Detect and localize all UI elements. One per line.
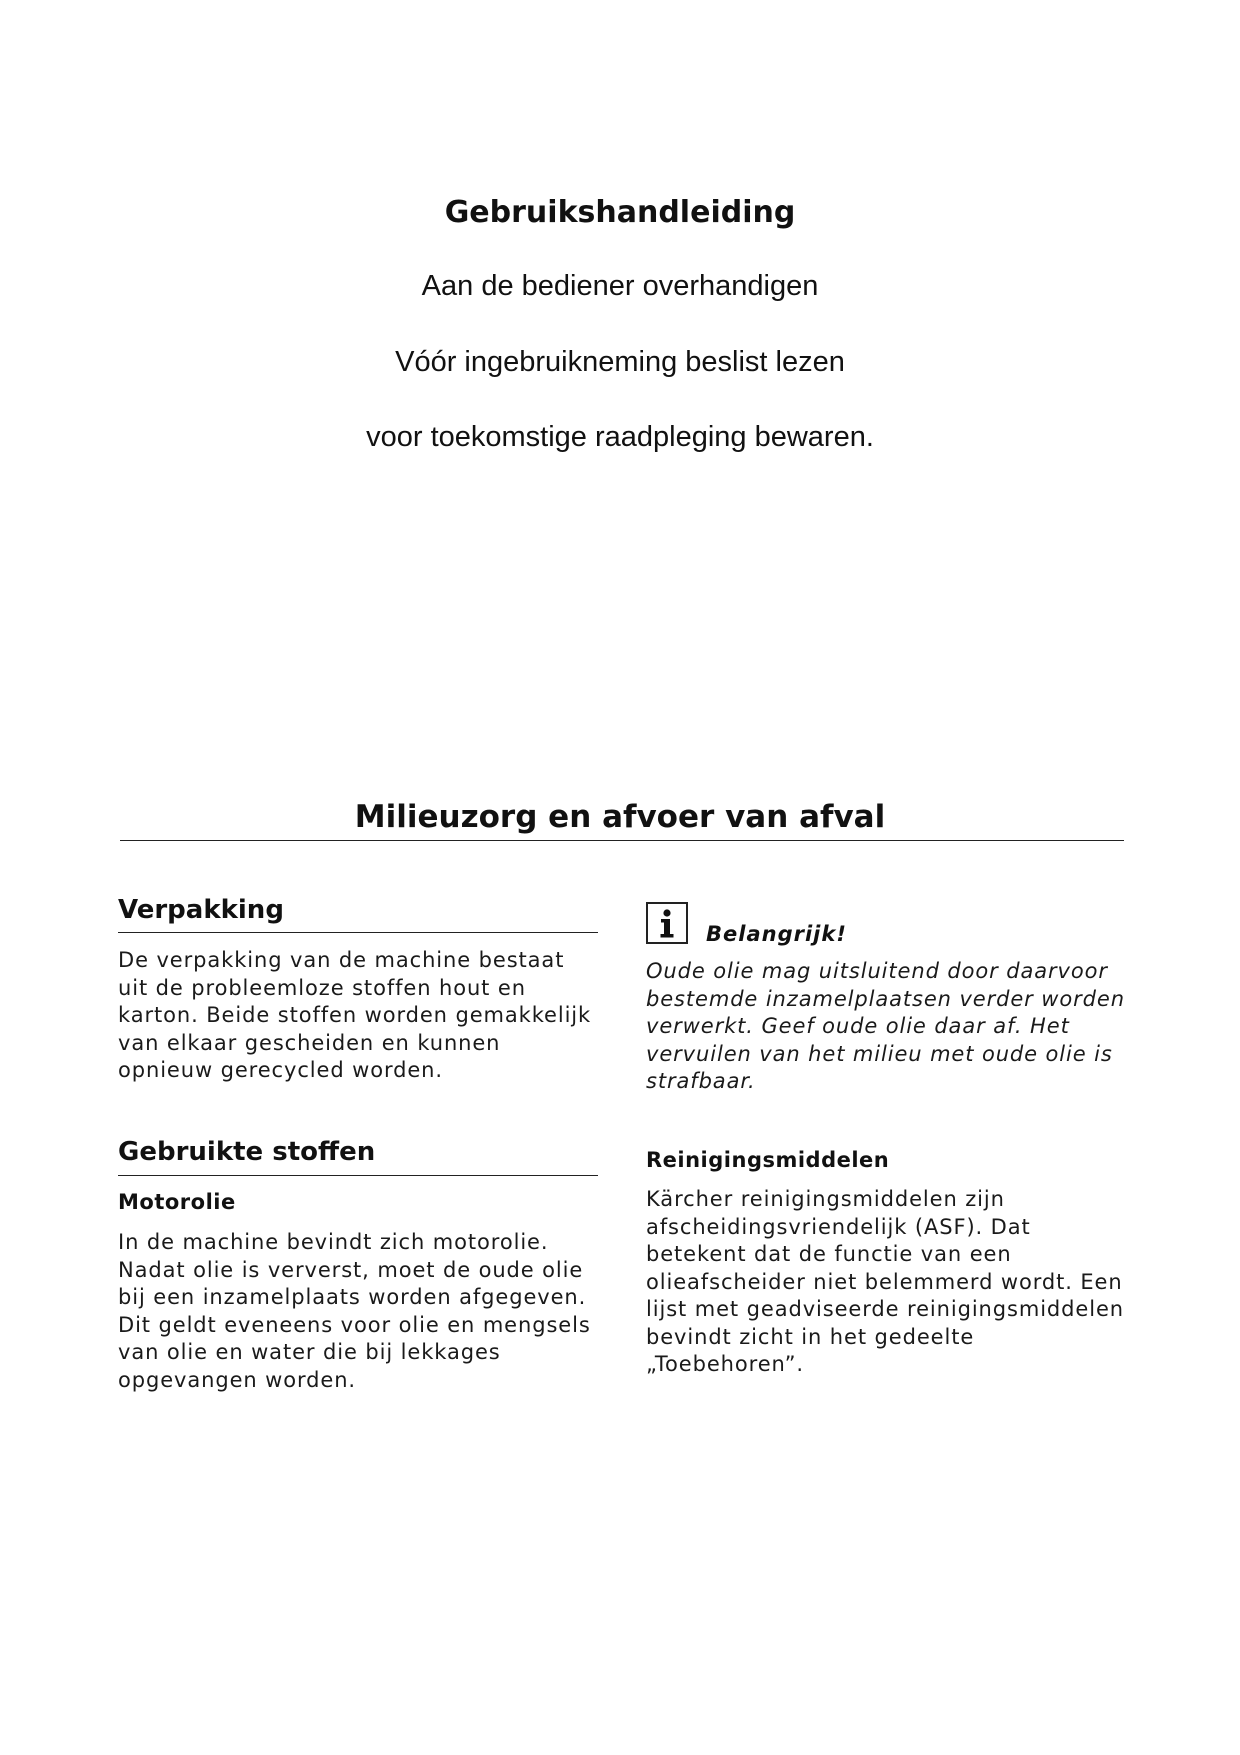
motorolie-subheading: Motorolie xyxy=(118,1190,236,1214)
section-title: Milieuzorg en afvoer van afval xyxy=(354,799,886,835)
verpakking-divider xyxy=(118,932,598,933)
cover-line-handover: Aan de bediener overhandigen xyxy=(421,270,819,302)
cover-line-read-before-use: Vóór ingebruikneming beslist lezen xyxy=(395,346,845,378)
verpakking-heading: Verpakking xyxy=(118,895,284,925)
belangrijk-paragraph: Oude olie mag uitsluitend door daarvoor bestemde inzamelplaatsen verder worden verwerkt. Geef oude olie daar af. Het vervuilen van het milieu met oude olie is strafbaar. xyxy=(646,959,1125,1093)
section-divider xyxy=(120,840,1124,841)
gebruikte-stoffen-heading: Gebruikte stoffen xyxy=(118,1137,376,1167)
gebruikte-stoffen-divider xyxy=(118,1175,598,1176)
reinigingsmiddelen-paragraph: Kärcher reinigingsmiddelen zijn afscheidingsvriendelijk (ASF). Dat betekent dat de functie van een olieafscheider niet belemmerd wordt. Een lijst met geadviseerde reinigingsmiddelen bevindt zicht in het gedeelte „Toebehoren”. xyxy=(646,1187,1124,1376)
reinigingsmiddelen-subheading: Reinigingsmiddelen xyxy=(646,1148,890,1172)
belangrijk-label: Belangrijk! xyxy=(706,922,847,946)
cover-line-keep-for-reference: voor toekomstige raadpleging bewaren. xyxy=(366,421,874,453)
motorolie-paragraph: In de machine bevindt zich motorolie. Nadat olie is ververst, moet de oude olie bij een inzamelplaats worden afgegeven. Dit geldt eveneens voor olie en mengsels van olie en water die bij lekkages opgevangen worden. xyxy=(118,1230,591,1392)
verpakking-paragraph: De verpakking van de machine bestaat uit de probleemloze stoffen hout en karton. Beide stoffen worden gemakkelijk van elkaar gescheiden en kunnen opnieuw gerecycled worden. xyxy=(118,948,592,1082)
document-title: Gebruikshandleiding xyxy=(444,195,796,230)
info-icon xyxy=(646,902,688,944)
